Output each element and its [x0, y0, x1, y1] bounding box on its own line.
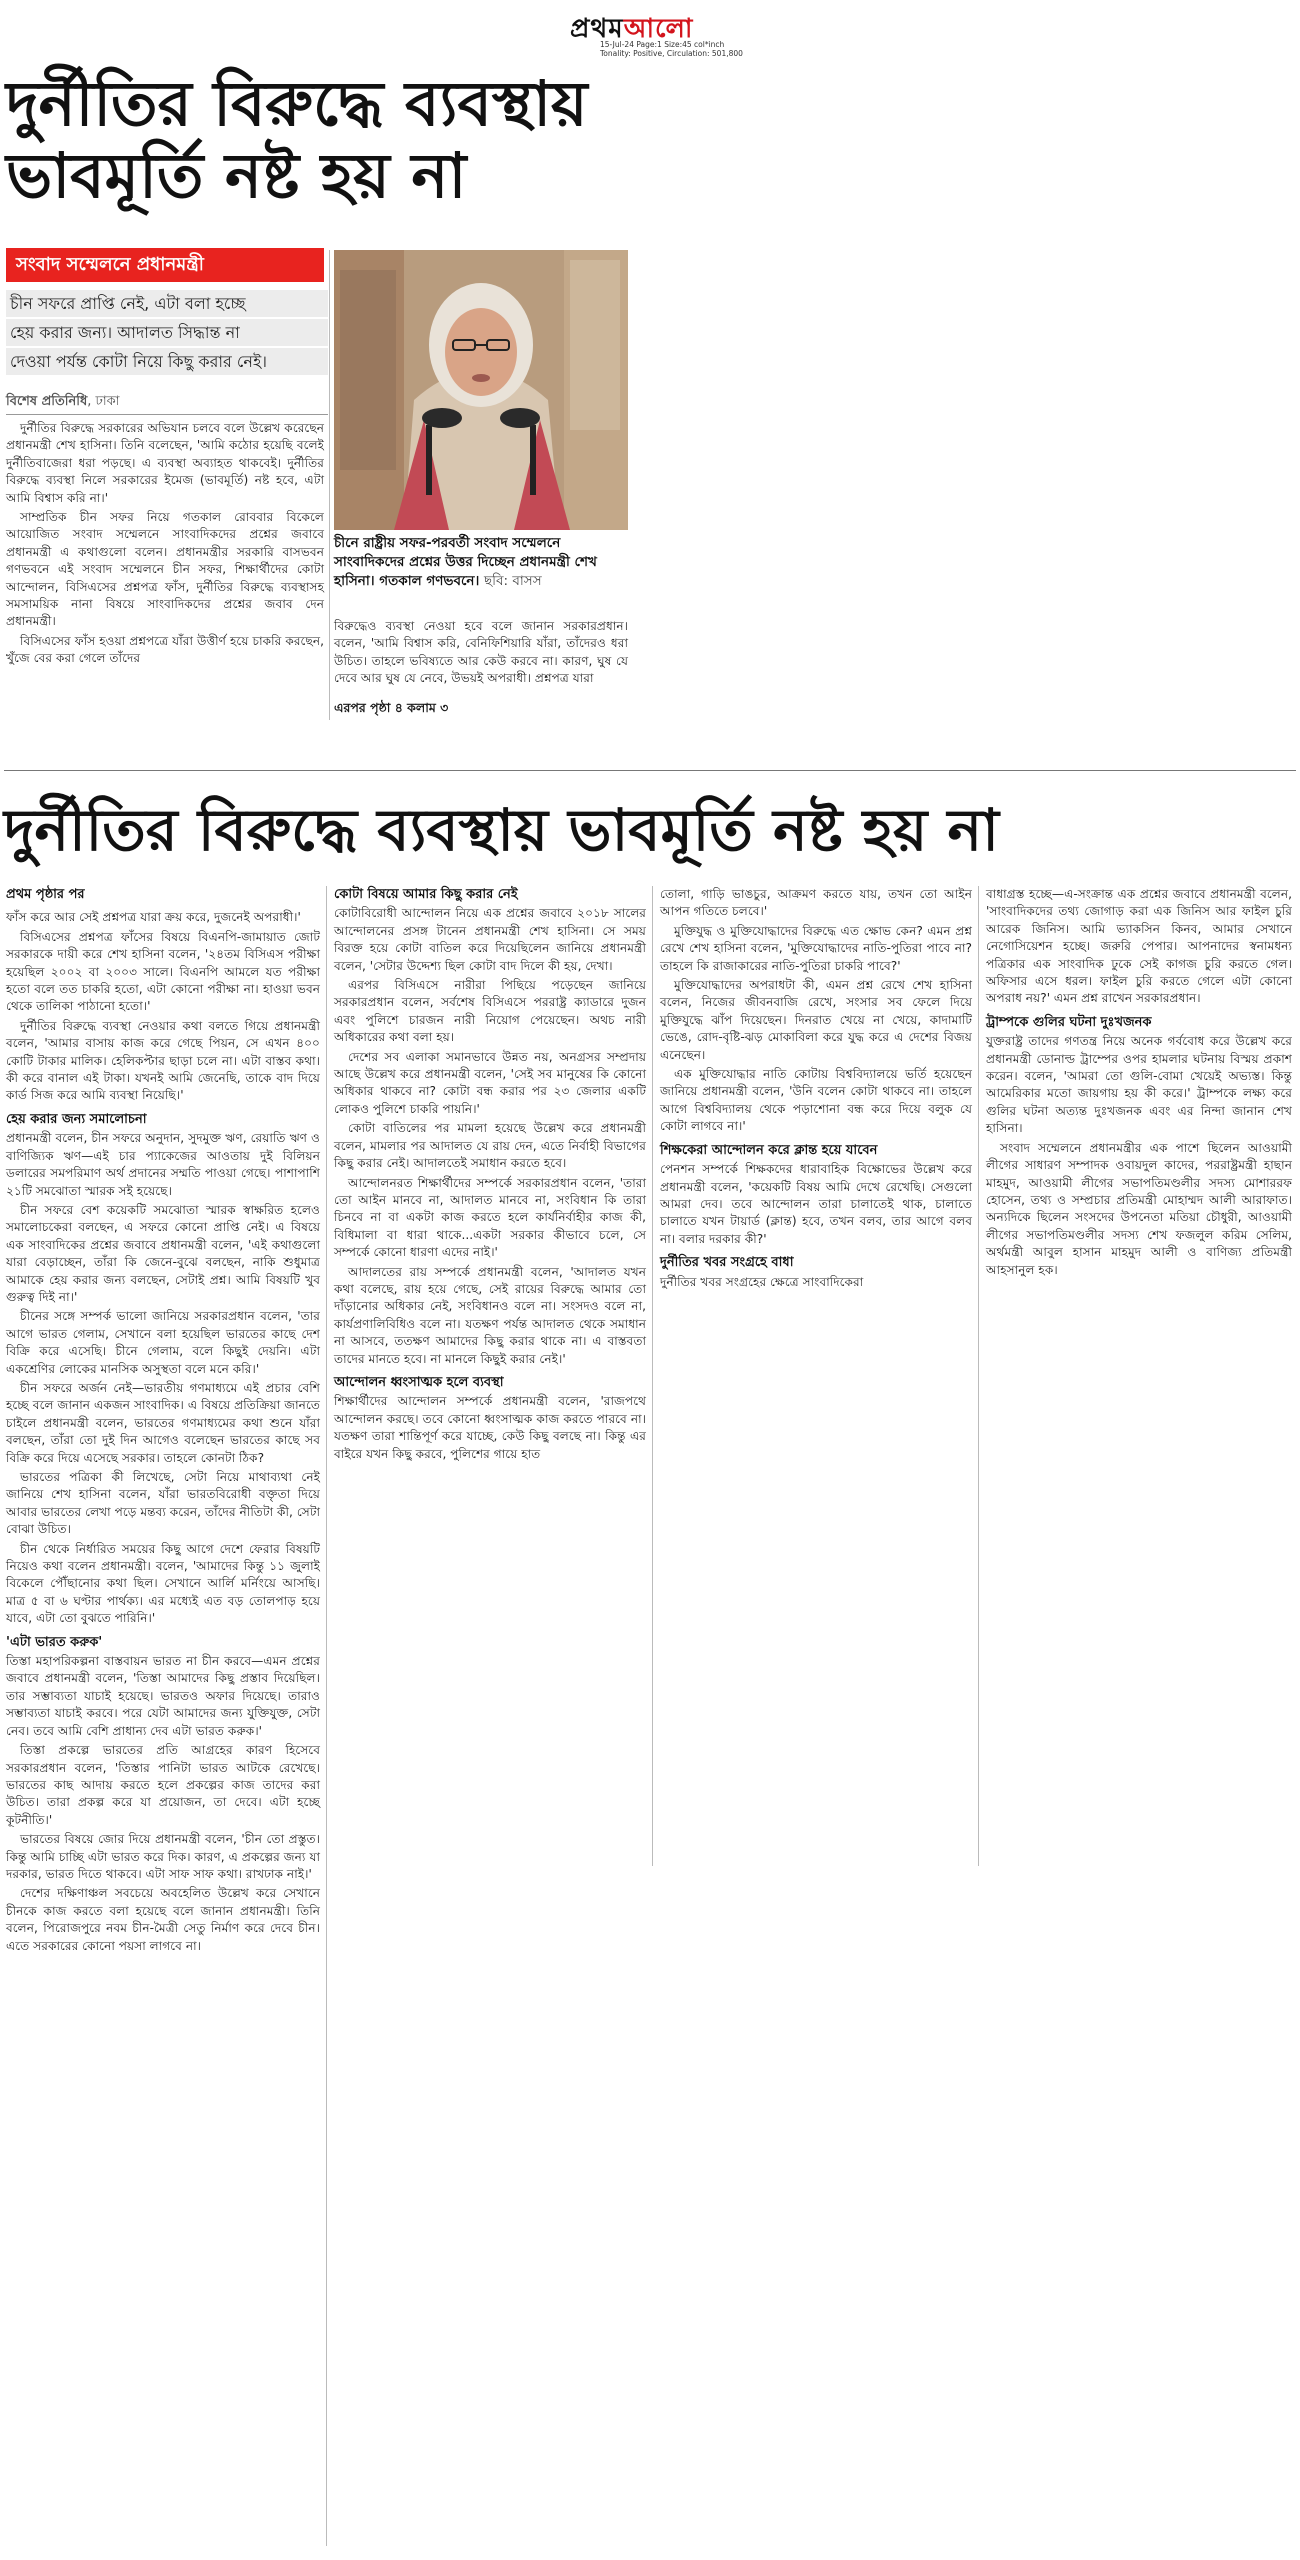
- jump1-para-13: দেশের দক্ষিণাঞ্চল সবচেয়ে অবহেলিত উল্লেখ করে সেখানে চীনকে কাজ করতে বলা হয়েছে বলে জানান প্রধানমন্ত্রী। তিনি বলেন, পিরোজপুরে নবম চীন-মৈত্রী সেতু নির্মাণ করে দেবে চীন। এতে সরকারের কোনো পয়সা লাগবে না।: [6, 1886, 320, 1953]
- jump1-para-8: ভারতের পত্রিকা কী লিখেছে, সেটা নিয়ে মাথাব্যথা নেই জানিয়ে শেখ হাসিনা বলেন, যাঁরা ভারতবিরোধী বক্তৃতা দিয়ে আবার ভারতের লেখা পড়ে মন্তব্য করেন, তাঁদের নীতিটা কী, সেটা বোঝা উচিত।: [6, 1470, 320, 1537]
- front-column-1: [6, 420, 324, 670]
- jump1-para-7: চীন সফরে অর্জন নেই—ভারতীয় গণমাধ্যমে এই প্রচার বেশি হচ্ছে বলে জানান একজন সাংবাদিক। এ বিষয়ে প্রতিক্রিয়া জানতে চাইলে প্রধানমন্ত্রী বলেন, ভারতের গণমাধ্যমের কথা শুনে যাঁরা বলছেন, তাঁরা তো দুই দিন আগেও বলেছেন ভারতের কাছে সব বিক্রি করে দিয়ে এসেছে সরকার। তাহলে কোনটা ঠিক?: [6, 1380, 320, 1465]
- jump2-subhead-1: কোটা বিষয়ে আমার কিছু করার নেই: [334, 887, 518, 902]
- jump4-para-3: সংবাদ সম্মেলনে প্রধানমন্ত্রীর এক পাশে ছিলেন আওয়ামী লীগের সাধারণ সম্পাদক ওবায়দুল কাদের, পররাষ্ট্রমন্ত্রী হাছান মাহমুদ, আওয়ামী লীগের সভাপতিমণ্ডলীর সদস্য মোশাররফ হোসেন, তথ্য ও সম্প্রচার প্রতিমন্ত্রী মোহাম্মদ আলী আরাফাত। অন্যদিকে ছিলেন সংসদের উপনেতা মতিয়া চৌধুরী, আওয়ামী লীগের সভাপতিমণ্ডলীর সদস্য শেখ ফজলুল করিম সেলিম, অর্থমন্ত্রী আবুল হাসান মাহমুদ আলী ও বাণিজ্য প্রতিমন্ত্রী আহসানুল হক।: [986, 1140, 1292, 1277]
- jump4-para-1: বাধাগ্রস্ত হচ্ছে—এ-সংক্রান্ত এক প্রশ্নের জবাবে প্রধানমন্ত্রী বলেন, 'সাংবাদিকদের তথ্য জোগাড় করা এক জিনিস আর ফাইল চুরি আরেক জিনিস। আমি ভ্যাকসিন কিনব, আমার সেখানে নেগোসিয়েশন হচ্ছে। জরুরি পেপার। আপনাদের স্বনামধন্য পত্রিকার এক সাংবাদিক ঢুকে সেই কাগজ চুরি করতে গেল। অফিসার এসে ধরল। ফাইল চুরি করতে গেলে এটা কোনো অপরাধ নয়?' এমন প্রশ্ন রাখেন সরকারপ্রধান।: [986, 887, 1292, 1006]
- jump1-para-2: বিসিএসের প্রশ্নপত্র ফাঁসের বিষয়ে বিএনপি-জামায়াত জোট সরকারকে দায়ী করে শেখ হাসিনা বলেন, '২৪তম বিসিএস পরীক্ষা হয়েছিল ২০০২ বা ২০০৩ সালে। বিএনপি আমলে যত পরীক্ষা হতো বলে তত চাকরি হতো, এটা কোনো পরীক্ষা না। হাওয়া ভবন থেকে তালিকা পাঠানো হতো।': [6, 929, 320, 1014]
- jump3-subhead-1: শিক্ষকেরা আন্দোলন করে ক্লান্ত হয়ে যাবেন: [660, 1142, 878, 1158]
- jump3-para-2: মুক্তিযুদ্ধ ও মুক্তিযোদ্ধাদের বিরুদ্ধে এত ক্ষোভ কেন? এমন প্রশ্ন রেখে শেখ হাসিনা বলেন, 'মুক্তিযোদ্ধাদের নাতি-পুতিরা পাবে না? তাহলে কি রাজাকারের নাতি-পুতিরা চাকরি পাবে?': [660, 923, 972, 973]
- front-col1-para-1: দুর্নীতির বিরুদ্ধে সরকারের অভিযান চলবে বলে উল্লেখ করেছেন প্রধানমন্ত্রী শেখ হাসিনা। তিনি বলেছেন, 'আমি কঠোর হয়েছি বলেই দুর্নীতিবাজেরা ধরা পড়ছে। এ ব্যবস্থা অব্যাহত থাকবেই। দুর্নীতির বিরুদ্ধে ব্যবস্থা নিলে সরকারের ইমেজ (ভাবমূর্তি) নষ্ট হবে, এটা আমি বিশ্বাস করি না।': [6, 421, 324, 505]
- caption-text: চীনে রাষ্ট্রীয় সফর-পরবর্তী সংবাদ সম্মেলনে সাংবাদিকদের প্রশ্নের উত্তর দিচ্ছেন প্রধানমন্ত্রী শেখ হাসিনা। গতকাল গণভবনে।: [334, 535, 597, 589]
- jump-divider-3: [978, 886, 979, 1866]
- jump3-para-4: এক মুক্তিযোদ্ধার নাতি কোটায় বিশ্ববিদ্যালয়ে ভর্তি হয়েছেন জানিয়ে প্রধানমন্ত্রী বলেন, 'উনি বলেন কোটা থাকবে না। তাহলে আগে বিশ্ববিদ্যালয় থেকে পড়াশোনা বন্ধ করে দিয়ে বলুক যে কোটা লাগবে না।': [660, 1067, 972, 1134]
- jump3-para-1: তোলা, গাড়ি ভাঙচুর, আক্রমণ করতে যায়, তখন তো আইন আপন গতিতে চলবে।': [660, 887, 972, 919]
- jump2-subhead-2: আন্দোলন ধ্বংসাত্মক হলে ব্যবস্থা: [334, 1374, 504, 1390]
- jump1-para-9: চীন থেকে নির্ধারিত সময়ের কিছু আগে দেশে ফেরার বিষয়টি নিয়েও কথা বলেন প্রধানমন্ত্রী। বলেন, 'আমাদের কিন্তু ১১ জুলাই বিকেলে পৌঁছানোর কথা ছিল। সেখানে আর্লি মর্নিংয়ে আসছি। মাত্র ৫ বা ৬ ঘণ্টার পার্থক্য। এর মধ্যেই এত বড় তোলপাড় হয়ে যাবে, এটা তো বুঝতে পারিনি।': [6, 1541, 320, 1626]
- jump-from-label: প্রথম পৃষ্ঠার পর: [6, 887, 85, 902]
- photo-illustration: [334, 250, 628, 530]
- jump1-para-4: প্রধানমন্ত্রী বলেন, চীন সফরে অনুদান, সুদমুক্ত ঋণ, রেয়াতি ঋণ ও বাণিজ্যিক ঋণ—এই চার প্যাকেজের আওতায় দুই বিলিয়ন ডলারের সমপরিমাণ অর্থ প্রদানের সম্মতি পাওয়া গেছে। পাশাপাশি ২১টি সমঝোতা স্মারক সই হয়েছে।: [6, 1131, 320, 1198]
- jump3-para-6: দুর্নীতির খবর সংগ্রহের ক্ষেত্রে সাংবাদিকেরা: [660, 1274, 864, 1289]
- section-divider: [4, 770, 1296, 771]
- jump2-para-1: কোটাবিরোধী আন্দোলন নিয়ে এক প্রশ্নের জবাবে ২০১৮ সালের আন্দোলনের প্রসঙ্গ টানেন প্রধানমন্ত্রী শেখ হাসিনা। সে সময় বিরক্ত হয়ে কোটা বাতিল করে দিয়েছিলেন জানিয়ে প্রধানমন্ত্রী বলেন, 'সেটার উদ্দেশ্য ছিল কোটা বাদ দিলে কী হয়, দেখা।: [334, 906, 646, 973]
- byline-divider: [6, 414, 328, 415]
- prime-minister-photo: [334, 250, 628, 530]
- jump-divider-1: [326, 886, 327, 2546]
- byline: [6, 392, 120, 413]
- subhead-line-2: হেয় করার জন্য। আদালত সিদ্ধান্ত না: [6, 319, 328, 346]
- jump4-subhead-1: ট্রাম্পকে গুলির ঘটনা দুঃখজনক: [986, 1014, 1152, 1030]
- jump1-para-11: তিস্তা প্রকল্পে ভারতের প্রতি আগ্রহের কারণ হিসেবে সরকারপ্রধান বলেন, 'তিস্তার পানিটা ভারত আটকে রেখেছে। ভারতের কাছ আদায় করতে হলে প্রকল্পের কাজ তাদের করা উচিত। তারা প্রকল্প করে যা প্রয়োজন, তা দেবে। এটা হচ্ছে কূটনীতি।': [6, 1743, 320, 1827]
- jump1-para-3: দুর্নীতির বিরুদ্ধে ব্যবস্থা নেওয়ার কথা বলতে গিয়ে প্রধানমন্ত্রী বলেন, 'আমার বাসায় কাজ করে গেছে পিয়ন, সে এখন ৪০০ কোটি টাকার মালিক। হেলিকপ্টার ছাড়া চলে না। এটা বাস্তব কথা। কী করে বানাল এই টাকা। যখনই আমি জেনেছি, তাকে বাদ দিয়ে কার্ড সিজ করে আমি ব্যবস্থা নিয়েছি।': [6, 1018, 320, 1103]
- jump1-para-10: তিস্তা মহাপরিকল্পনা বাস্তবায়ন ভারত না চীন করবে—এমন প্রশ্নের জবাবে প্রধানমন্ত্রী বলেন, 'তিস্তা আমাদের কিছু প্রস্তাব দিয়েছিল। তার সম্ভাব্যতা যাচাই হয়েছে। ভারতও অফার দিয়েছে। তারাও সম্ভাব্যতা যাচাই করবে। পরে যেটা আমাদের জন্য যুক্তিযুক্ত, সেটা নেব। তবে আমি বেশি প্রাধান্য দেব এটা ভারত করুক।': [6, 1654, 320, 1738]
- jump2-para-6: আদালতের রায় সম্পর্কে প্রধানমন্ত্রী বলেন, 'আদালত যখন কথা বলেছে, রায় হয়ে গেছে, সেই রায়ের বিরুদ্ধে আমার তো দাঁড়ানোর অধিকার নেই, সংবিধানও বলে না। সংসদও বলে না, কার্যপ্রণালিবিধিও বলে না। যতক্ষণ পর্যন্ত আদালত থেকে সমাধান না আসবে, ততক্ষণ আমাদের কিছু করার থাকে না। এ বাস্তবতা তাদের মানতে হবে। না মানলে কিছুই করার নেই।': [334, 1264, 646, 1366]
- jump-column-1: [6, 886, 320, 1957]
- jump1-subhead-1: হেয় করার জন্য সমালোচনা: [6, 1111, 147, 1127]
- jump2-para-7: শিক্ষার্থীদের আন্দোলন সম্পর্কে প্রধানমন্ত্রী বলেন, 'রাজপথে আন্দোলন করছে। তবে কোনো ধ্বংসাত্মক কাজ করতে পারবে না। যতক্ষণ তারা শান্তিপূর্ণ করে যাচ্ছে, কেউ কিছু বলছে না। কিন্তু এর বাইরে যখন কিছু করবে, পুলিশের গায়ে হাত: [334, 1394, 646, 1461]
- jump1-subhead-2: 'এটা ভারত করুক': [6, 1634, 103, 1650]
- front-col1-para-2: সাম্প্রতিক চীন সফর নিয়ে গতকাল রোববার বিকেলে আয়োজিত সংবাদ সম্মেলনে সাংবাদিকদের প্রশ্নের জবাবে প্রধানমন্ত্রী এ কথাগুলো বলেন। প্রধানমন্ত্রীর সরকারি বাসভবন গণভবনে এই সংবাদ সম্মেলনে চীন সফর, শিক্ষার্থীদের কোটা আন্দোলন, বিসিএসের প্রশ্নপত্র ফাঁস, দুর্নীতির বিরুদ্ধে ব্যবস্থাসহ সমসাময়িক নানা বিষয়ে সাংবাদিকদের প্রশ্নের জবাব দেন প্রধানমন্ত্রী।: [6, 510, 324, 629]
- jump3-para-3: মুক্তিযোদ্ধাদের অপরাধটা কী, এমন প্রশ্ন রেখে শেখ হাসিনা বলেন, নিজের জীবনবাজি রেখে, সংসার সব ফেলে দিয়ে মুক্তিযুদ্ধে ঝাঁপ দিয়েছেন। দিনরাত খেয়ে না খেয়ে, কাদামাটি ভেঙে, রোদ-বৃষ্টি-ঝড় মোকাবিলা করে যুদ্ধ করে এ দেশের বিজয় এনেছেন।: [660, 978, 972, 1062]
- jump1-para-5: চীন সফরে বেশ কয়েকটি সমঝোতা স্মারক স্বাক্ষরিত হলেও সমালোচকেরা বলছেন, এ সফরে কোনো প্রাপ্তি নেই। এ বিষয়ে এক সাংবাদিকের প্রশ্নের জবাবে প্রধানমন্ত্রী বলেন, 'এই কথাগুলো যারা বেড়াচ্ছেন, তাঁরা কি জেনে-বুঝে বলছেন, নাকি শুধুমাত্র আমাকে হেয় করার জন্য বলছেন, সেটাই প্রশ্ন। আমি বিষয়টি খুব গুরুত্ব দিই না।': [6, 1202, 320, 1304]
- logo-right: আলো: [623, 14, 694, 44]
- caption-credit: ছবি: বাসস: [483, 573, 542, 589]
- jump3-subhead-2: দুর্নীতির খবর সংগ্রহে বাধা: [660, 1255, 794, 1271]
- jump4-para-2: যুক্তরাষ্ট্র তাদের গণতন্ত্র নিয়ে অনেক গর্ববোধ করে উল্লেখ করে প্রধানমন্ত্রী ডোনাল্ড ট্রাম্পের ওপর হামলার ঘটনায় বিস্ময় প্রকাশ করেন। বলেন, 'আমরা তো গুলি-বোমা খেয়েই অভ্যস্ত। কিন্তু আমেরিকার মতো জায়গায় হয় কী করে।' ট্রাম্পকে লক্ষ্য করে গুলির ঘটনা অত্যন্ত দুঃখজনক এবং এর নিন্দা জানান শেখ হাসিনা।: [986, 1034, 1292, 1136]
- newspaper-logo: [570, 8, 740, 42]
- jump2-para-3: দেশের সব এলাকা সমানভাবে উন্নত নয়, অনগ্রসর সম্প্রদায় আছে উল্লেখ করে প্রধানমন্ত্রী বলেন, 'সেই সব মানুষের কি কোনো অধিকার থাকবে না? কোটা বন্ধ করার পর ২৩ জেলার একটি লোকও পুলিশে চাকরি পায়নি।': [334, 1049, 646, 1116]
- jump1-para-12: ভারতের বিষয়ে জোর দিয়ে প্রধানমন্ত্রী বলেন, 'চীন তো প্রস্তুত। কিন্তু আমি চাচ্ছি এটা ভারত করে দিক। কারণ, এ প্রকল্পের জন্য যা দরকার, ভারত দিতে থাকবে। এটা সাফ সাফ কথা। রাখঢাক নাই।': [6, 1832, 320, 1881]
- jump2-para-4: কোটা বাতিলের পর মামলা হয়েছে উল্লেখ করে প্রধানমন্ত্রী বলেন, মামলার পর আদালত যে রায় দেন, এতে নির্বাহী বিভাগের কিছু করার নেই। আদালতেই সমাধান করতে হবে।: [334, 1121, 646, 1171]
- jump-column-3: [660, 886, 972, 1293]
- jump2-para-2: এরপর বিসিএসে নারীরা পিছিয়ে পড়েছেন জানিয়ে সরকারপ্রধান বলেন, সর্বশেষ বিসিএসে পররাষ্ট্র ক্যাডারে দুজন এবং পুলিশে চারজন নারী নিয়োগ পেয়েছেন। অথচ নারী অধিকারের কথা বলা হয়।: [334, 978, 646, 1045]
- jump-column-2: [334, 886, 646, 1465]
- continued-note: এরপর পৃষ্ঠা ৪ কলাম ৩: [334, 700, 449, 715]
- jump3-para-5: পেনশন সম্পর্কে শিক্ষকদের ধারাবাহিক বিক্ষোভের উল্লেখ করে প্রধানমন্ত্রী বলেন, 'কয়েকটি বিষয় আমি দেখে রেখেছি। সেগুলো আমরা দেব। তবে আন্দোলন তারা চালাতেই থাক, চালাতে চালাতে যখন টায়ার্ড (ক্লান্ত) হবে, তখন বলব, তার আগে বলব না। বলার দরকার কী?': [660, 1162, 972, 1246]
- jump-divider-2: [652, 886, 653, 1866]
- front-col2-para: বিরুদ্ধেও ব্যবস্থা নেওয়া হবে বলে জানান সরকারপ্রধান। বলেন, 'আমি বিশ্বাস করি, বেনিফিশিয়ারি যাঁরা, তাঁদেরও ধরা উচিত। তাহলে ভবিষ্যতে আর কেউ করবে না। কারণ, ঘুষ যে দেবে আর ঘুষ যে নেবে, উভয়ই অপরাধী। প্রশ্নপত্র যারা: [334, 619, 628, 686]
- subhead-line-3: দেওয়া পর্যন্ত কোটা নিয়ে কিছু করার নেই।: [6, 348, 328, 375]
- section-tag: সংবাদ সম্মেলনে প্রধানমন্ত্রী: [6, 248, 324, 282]
- photo-caption: [334, 534, 628, 591]
- jump1-para-6: চীনের সঙ্গে সম্পর্ক ভালো জানিয়ে সরকারপ্রধান বলেন, 'তার আগে ভারত গেলাম, সেখানে বলা হয়েছিল ভারতের কাছে দেশ বিক্রি করে এসেছি। চীনে গেলাম, বলে কিছুই দেয়নি। এটা একশ্রেণির লোকের মানসিক অসুস্থতা বলে মনে করি।': [6, 1309, 320, 1376]
- byline-place: , ঢাকা: [87, 394, 120, 409]
- front-headline: [6, 68, 646, 212]
- jump1-para-1: ফাঁস করে আর সেই প্রশ্নপত্র যারা ক্রয় করে, দুজনেই অপরাধী।': [6, 910, 301, 925]
- jump-headline: দুর্নীতির বিরুদ্ধে ব্যবস্থায় ভাবমূর্তি নষ্ট হয় না: [4, 796, 999, 864]
- subhead-line-1: চীন সফরে প্রাপ্তি নেই, এটা বলা হচ্ছে: [6, 290, 328, 317]
- front-column-divider: [329, 250, 330, 720]
- meta-line-2: Tonality: Positive, Circulation: 501,800: [600, 49, 743, 58]
- byline-name: বিশেষ প্রতিনিধি: [6, 394, 88, 409]
- meta-line-1: 15-Jul-24 Page:1 Size:45 col*inch: [600, 40, 725, 49]
- front-col1-para-3: বিসিএসের ফাঁস হওয়া প্রশ্নপত্রে যাঁরা উত্তীর্ণ হয়ে চাকরি করছেন, খুঁজে বের করা গেলে তাঁদের: [6, 633, 324, 666]
- jump-column-4: [986, 886, 1292, 1281]
- jump2-para-5: আন্দোলনরত শিক্ষার্থীদের সম্পর্কে সরকারপ্রধান বলেন, 'তারা তো আইন মানবে না, আদালত মানবে না, সংবিধান কি তারা চিনবে না বা একটা কাজ করতে হলে কার্যনির্বাহীর কাজ কী, বিধিমালা বা ধারা থাকে...একটা সরকার কীভাবে চলে, সে সম্পর্কে কোনো ধারণা এদের নাই।': [334, 1175, 646, 1260]
- subheadline: [6, 290, 328, 377]
- front-headline-line-2: ভাবমূর্তি নষ্ট হয় না: [6, 139, 467, 212]
- logo-left: প্রথম: [570, 14, 624, 44]
- front-headline-line-1: দুর্নীতির বিরুদ্ধে ব্যবস্থায়: [6, 67, 588, 140]
- front-column-2: [334, 618, 628, 690]
- clipping-meta: [600, 40, 760, 58]
